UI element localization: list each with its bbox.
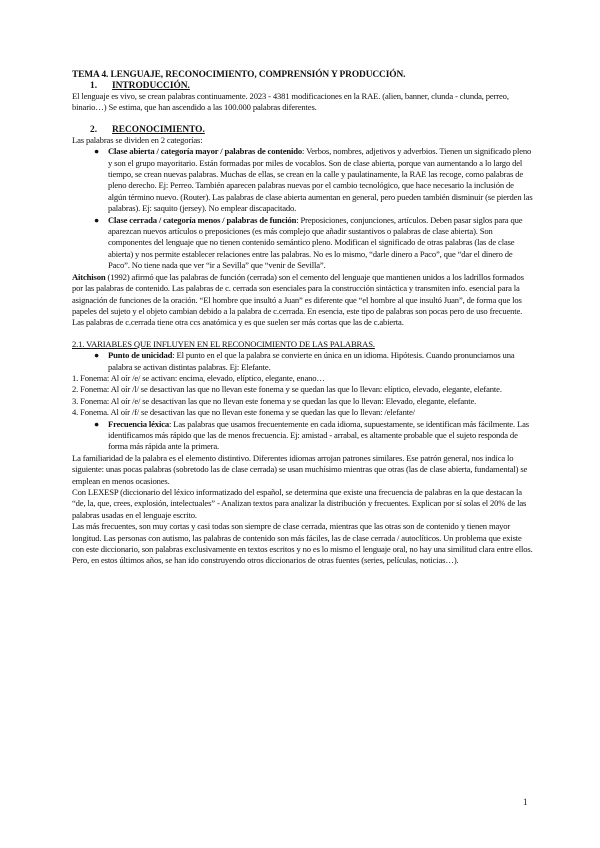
fonema-step: 1. Fonema: Al oír /e/ se activan: encima, elevado, elíptico, elegante, enano… xyxy=(72,372,325,383)
familiaridad-paragraph: La familiaridad de la palabra es el elemento distintivo. Diferentes idiomas arrojan patrones similares. Ese patrón general, nos indica lo siguiente: unas pocas palabras (sobretodo las de clase cerrada) se usan muchísimo mientras que otras (las de clase abierta, fundamental) se emplean en menos ocasiones. xyxy=(72,452,528,486)
term: Punto de unicidad xyxy=(108,350,173,361)
section-title: RECONOCIMIENTO. xyxy=(112,124,205,135)
categories-list xyxy=(72,146,534,271)
term-description: : Las palabras que usamos frecuentemente en cada idioma, supuestamente, se identifican más fácilmente. Las identificamos más rápido que las de menos frecuencia. Ej: amistad - arrabal, es altamente probable que el sujeto responda de forma más rápida ante la primera. xyxy=(108,418,529,452)
term: Clase cerrada / categoría menos / palabras de función xyxy=(108,214,297,225)
term-description: : Verbos, nombres, adjetivos y adverbios. Tienen un significado pleno y son el grupo mayoritario. Están formadas por miles de vocablos. Son de clase abierta, porque van aumentando a lo largo del tiempo, se crean nuevas palabras. Muchas de ellas, se crean en la calle y paulatinamente, la RAE las recoge, como palabras de pleno derecho. Ej: Perreo. También aparecen palabras nuevas por el cambio tecnológico, que hace necesario la inclusión de algún término nuevo. (Router). Las palabras de clase abierta aumentan en general, pero pueden también disminuir (se pierden las palabras). Ej: saquito (jersey). No emplear discapacitado. xyxy=(108,146,533,214)
intro-paragraph: El lenguaje es vivo, se crean palabras continuamente. 2023 - 4381 modificaciones en la RAE. (alien, banner, clunda - clunda, perreo, binario…) Se estima, que han ascendido a las 100.000 palabras diferentes. xyxy=(72,91,509,113)
section-number: 2. xyxy=(90,124,98,135)
lexesp-paragraph: Con LEXESP (diccionario del léxico informatizado del español, se determina que existe una frecuencia de palabras en la que destacan la “de, la, que, crees, explosión, intelectuales” - Analizan textos para analizar la distribución y frecuentes. Explican por sí solas el 20% de las palabras usadas en el lenguaje escrito. xyxy=(72,487,527,520)
frecuentes-paragraph: Las más frecuentes, son muy cortas y casi todas son siempre de clase cerrada, mientras que las otras son de contenido y tienen mayor longitud. Las personas con autismo, las palabras de contenido son más fáciles, las de clase cerrada / autoclíticos. Un problema que existe con este diccionario, son palabras exclusivamente en textos escritos y no es lo mismo el lenguaje oral, no hay una similitud clara entre ellos. Pero, en estos últimos años, se han ido construyendo otros diccionarios de otras fuentes (series, películas, noticias…). xyxy=(72,521,533,566)
author-name: Aitchison xyxy=(72,271,106,282)
list-item-punto-unicidad xyxy=(72,350,534,373)
document-title: TEMA 4. LENGUAJE, RECONOCIMIENTO, COMPRENSIÓN Y PRODUCCIÓN. xyxy=(72,70,406,80)
section-number: 1. xyxy=(90,81,98,91)
fonema-step: 3. Fonema: Al oír /e/ se desactivan las que no llevan este fonema y se quedan las que lo llevan: Elevado, elegante, elefante. xyxy=(72,395,477,406)
list-item-clase-abierta xyxy=(72,146,534,214)
bullet-icon: ● xyxy=(94,214,100,225)
section-heading-introduccion xyxy=(72,81,534,91)
term-description: : El punto en el que la palabra se convierte en única en un idioma. Hipótesis. Cuando pronunciamos una palabra se activan distintas palabras. Ej: Elefante. xyxy=(108,350,515,372)
subsection-heading: 2.1. VARIABLES QUE INFLUYEN EN EL RECONOCIMIENTO DE LAS PALABRAS. xyxy=(72,338,375,349)
variables-list-2 xyxy=(72,419,534,453)
section-heading-reconocimiento xyxy=(72,125,534,135)
bullet-icon: ● xyxy=(94,350,100,361)
page-number: 1 xyxy=(523,797,528,807)
fonema-step: 4. Fonema. Al oír /f/ se desactivan las que no llevan este fonema y se quedan las que lo llevan: /elefante/ xyxy=(72,407,415,418)
section-title: INTRODUCCIÓN. xyxy=(112,81,190,91)
bullet-icon: ● xyxy=(94,146,100,157)
list-item-frecuencia-lexica xyxy=(72,419,534,453)
variables-list xyxy=(72,350,534,373)
term: Clase abierta / categoría mayor / palabras de contenido xyxy=(108,146,303,157)
document-page xyxy=(72,70,534,567)
aitchison-paragraph xyxy=(72,272,534,329)
fonema-step: 2. Fonema: Al oír /l/ se desactivan las que no llevan este fonema y se quedan las que lo llevan: elíptico, elevado, elegante, elefante. xyxy=(72,384,502,395)
term-description: : Preposiciones, conjunciones, artículos. Deben pasar siglos para que aparezcan nuevos artículos o preposiciones (es más complejo que añadir sustantivos o palabras de clase abierta). Son componentes del lenguaje que no tienen contenido semántico pleno. Modifican el significado de otras palabras (las de clase abierta) y nos permite establecer relaciones entre las palabras. No es lo mismo, “darle dinero a Paco”, que “dar el dinero de Paco”. No tiene nada que ver “ir a Sevilla” que “venir de Sevilla”. xyxy=(108,214,523,271)
bullet-icon: ● xyxy=(94,418,100,429)
categories-intro: Las palabras se dividen en 2 categorías: xyxy=(72,134,203,145)
list-item-clase-cerrada xyxy=(72,215,534,272)
term: Frecuencia léxica xyxy=(108,418,170,429)
aitchison-text: (1992) afirmó que las palabras de función (cerrada) son el cemento del lenguaje que mantienen unidos a los ladrillos formados por las palabras de contenido. Las palabras de c. cerrada son esenciales para la construcción sintáctica y transmiten info. esencial para la asignación de funciones de la oración. “El hombre que insultó a Juan” es diferente que “el hombre al que insultó Juan”, de forma que los papeles del sujeto y el objeto cambian debido a la palabra de c.cerrada. En esencia, este tipo de palabras son pocas pero de uso frecuente. Las palabras de c.cerrada tiene otra ccs anatómica y es que suelen ser más cortas que las de c.abierta. xyxy=(72,271,524,328)
